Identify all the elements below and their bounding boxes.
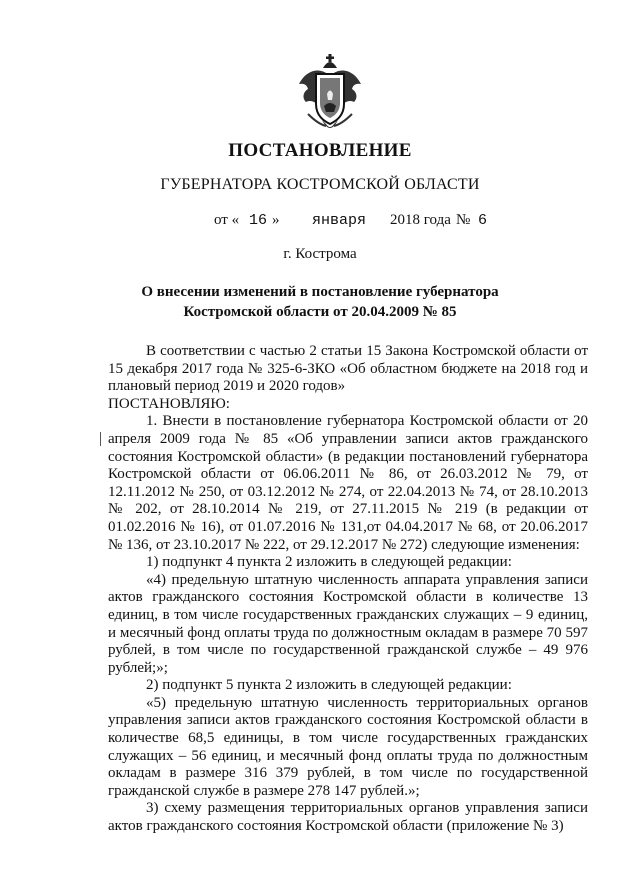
date-mid: » xyxy=(272,212,280,228)
date-prefix: от « xyxy=(214,212,240,228)
paragraph-subitem-3: 3) схему размещения территориальных органов управления записи актов гражданского состояния Костромской области (приложение № 3) xyxy=(108,800,588,835)
document-type-heading: ПОСТАНОВЛЕНИЕ xyxy=(228,140,412,161)
margin-mark xyxy=(100,432,101,446)
date-day: 16 xyxy=(249,212,268,229)
issuer-line: ГУБЕРНАТОРА КОСТРОМСКОЙ ОБЛАСТИ xyxy=(160,176,480,193)
document-number: 6 xyxy=(478,212,488,229)
paragraph-preamble: В соответствии с частью 2 статьи 15 Закона Костромской области от 15 декабря 2017 года № 325-6-ЗКО «Об областном бюджете на 2018 год и плановый период 2019 и 2020 годов» xyxy=(108,343,588,395)
paragraph-item-1: 1. Внести в постановление губернатора Костромской области от 20 апреля 2009 года № 85 «Об управлении записи актов гражданского состояния Костромской области» (в редакции постановлений губернатора Костромской области от 06.06.2011 № 86, от 26.03.2012 № 79, от 12.11.2012 № 250, от 03.12.2012 № 274, от 22.04.2013 № 74, от 28.10.2013 № 202, от 28.10.2014 № 219, от 27.11.2015 № 219 (в редакции от 01.02.2016 № 16), от 01.07.2016 № 131,от 04.04.2017 № 68, от 20.06.2017 № 136, от 23.10.2017 № 222, от 29.12.2017 № 272) следующие изменения: xyxy=(108,413,588,553)
paragraph-subitem-1: 1) подпункт 4 пункта 2 изложить в следующей редакции: xyxy=(146,554,512,571)
date-month: января xyxy=(312,212,367,229)
paragraph-decree: ПОСТАНОВЛЯЮ: xyxy=(108,395,230,412)
city-line: г. Кострома xyxy=(283,246,357,262)
document-body xyxy=(108,343,588,836)
number-label: № xyxy=(456,212,471,228)
date-year: 2018 года xyxy=(390,212,451,228)
paragraph-quote-4: «4) предельную штатную численность аппарата управления записи актов гражданского состояния Костромской области в количестве 13 единиц, в том числе государственных гражданских служащих – 9 единиц, и месячный фонд оплаты труда по должностным окладам в размере 70 597 рублей, в том числе по государственной гражданской службе – 49 976 рублей;»; xyxy=(108,571,588,676)
paragraph-quote-5: «5) предельную штатную численность территориальных органов управления записи актов гражданского состояния Костромской области в количестве 68,5 единицы, в том числе государственных гражданских служащих – 56 единиц, и месячный фонд оплаты труда по должностным окладам в размере 316 379 рублей, в том числе по государственной гражданской службе в размере 278 147 рублей.»; xyxy=(108,694,588,799)
title-line-1: О внесении изменений в постановление губернатора xyxy=(141,284,499,300)
title-line-2: Костромской области от 20.04.2009 № 85 xyxy=(183,304,457,320)
paragraph-subitem-2: 2) подпункт 5 пункта 2 изложить в следующей редакции: xyxy=(146,677,512,694)
document-title xyxy=(0,282,640,322)
coat-of-arms-emblem xyxy=(296,54,364,136)
